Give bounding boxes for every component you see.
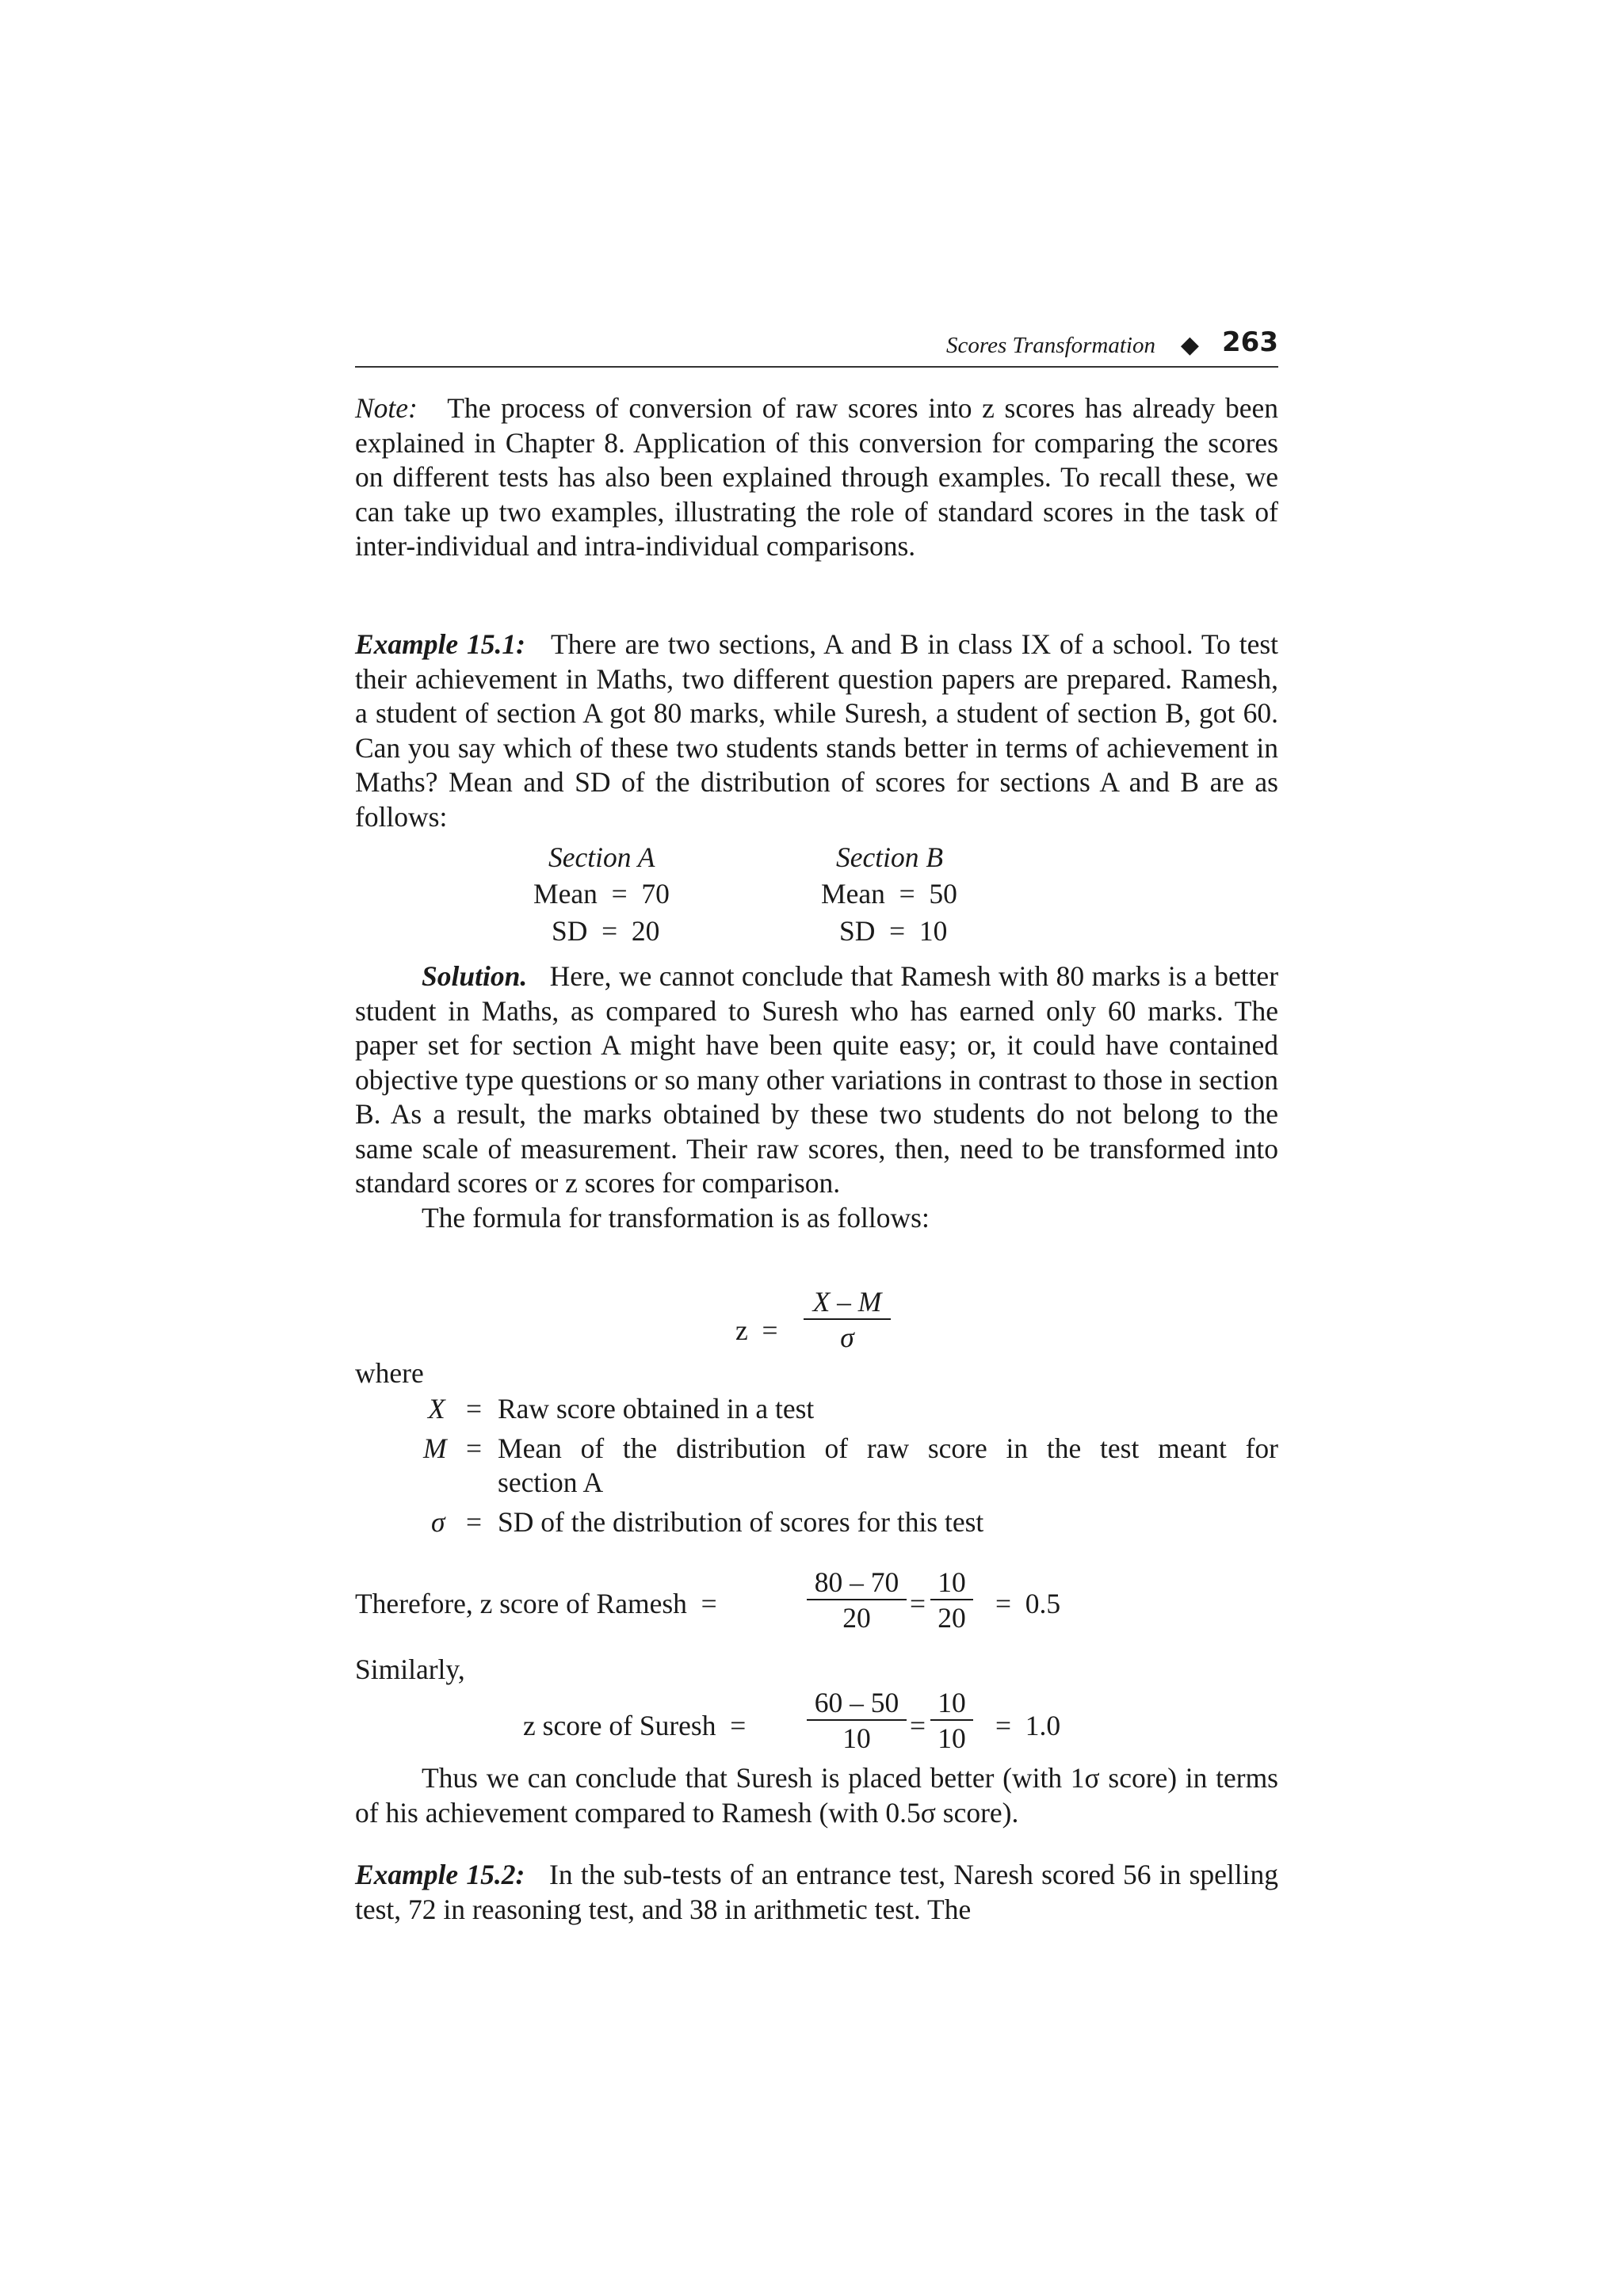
note-paragraph	[355, 391, 1278, 564]
ramesh-frac2-den: 20	[938, 1602, 966, 1634]
formula-denominator: σ	[840, 1322, 854, 1353]
running-header	[355, 326, 1278, 368]
note-text: The process of conversion of raw scores into z scores has already been explained in Chapter 8. Application of this conversion for comparing the scores on different tests has also been explained through examples. To recall these, we can take up two examples, illustrating the role of standard scores in the task of inter-individual and intra-individual comparisons.	[355, 392, 1279, 562]
section-b-mean: Mean = 50	[821, 878, 957, 910]
solution-paragraph	[355, 959, 1278, 1235]
suresh-frac1-den: 10	[842, 1722, 871, 1754]
example-1-label: Example 15.1:	[355, 628, 525, 660]
symbol-x: X	[428, 1393, 445, 1425]
suresh-result: = 1.0	[995, 1710, 1061, 1741]
symbol-m: M	[423, 1432, 447, 1464]
diamond-icon: ◆	[1180, 332, 1199, 358]
example-15-1	[355, 627, 1278, 834]
formula-fraction	[804, 1285, 891, 1355]
suresh-frac2-den: 10	[938, 1722, 966, 1754]
formula-lhs: z =	[735, 1314, 778, 1346]
formula-numerator: X – M	[804, 1285, 891, 1320]
suresh-eq-mid: =	[910, 1710, 926, 1741]
conclusion-paragraph	[355, 1761, 1278, 1830]
ramesh-frac2-num: 10	[930, 1566, 973, 1600]
suresh-fraction-2	[930, 1686, 973, 1756]
section-a-sd: SD = 20	[552, 915, 660, 947]
example-1-text: There are two sections, A and B in class IX of a school. To test their achievement in Maths, two different question papers are prepared. Ramesh, a student of section A got 80 marks, while Suresh, a student of section B, got 60. Can you say which of these two students stands better in terms of achievement in Maths? Mean and SD of the distribution of scores for sections A and B are as follows:	[355, 628, 1279, 833]
example-15-2	[355, 1858, 1278, 1927]
example-2-text: In the sub-tests of an entrance test, Naresh scored 56 in spelling test, 72 in reasoning test, and 38 in arithmetic test. The	[355, 1859, 1278, 1925]
definition-m-text: Mean of the distribution of raw score in the test meant for	[498, 1432, 1278, 1464]
example-2-label: Example 15.2:	[355, 1859, 525, 1890]
section-a-mean: Mean = 70	[533, 878, 670, 910]
suresh-label: z score of Suresh =	[523, 1710, 747, 1741]
ramesh-fraction-2	[930, 1566, 973, 1635]
ramesh-frac1-num: 80 – 70	[807, 1566, 907, 1600]
running-title: Scores Transformation	[946, 333, 1155, 358]
eq-sign: =	[466, 1506, 483, 1538]
section-b-sd: SD = 10	[839, 915, 948, 947]
section-b-heading: Section B	[836, 841, 944, 873]
definition-m-text-cont: section A	[498, 1466, 604, 1498]
eq-sign: =	[466, 1432, 483, 1464]
ramesh-result: = 0.5	[995, 1588, 1061, 1619]
ramesh-label: Therefore, z score of Ramesh =	[355, 1588, 717, 1619]
eq-sign: =	[466, 1393, 483, 1425]
suresh-fraction-1	[807, 1686, 907, 1756]
similarly-label: Similarly,	[355, 1653, 465, 1685]
page-number: 263	[1222, 326, 1278, 358]
definition-x-text: Raw score obtained in a test	[498, 1393, 815, 1425]
formula-intro: The formula for transformation is as follows:	[422, 1201, 930, 1234]
section-a-heading: Section A	[548, 841, 655, 873]
suresh-frac1-num: 60 – 50	[807, 1686, 907, 1721]
where-label: where	[355, 1357, 424, 1389]
ramesh-fraction-1	[807, 1566, 907, 1635]
solution-label: Solution.	[422, 960, 528, 992]
solution-text: Here, we cannot conclude that Ramesh with 80 marks is a better student in Maths, as compared to Suresh who has earned only 60 marks. The paper set for section A might have been quite easy; or, it could have contained objective type questions or so many other variations in contrast to those in section B. As a result, the marks obtained by these two students do not belong to the same scale of measurement. Their raw scores, then, need to be transformed into standard scores or z scores for comparison.	[355, 960, 1279, 1199]
conclusion-text: Thus we can conclude that Suresh is placed better (with 1σ score) in terms of his achievement compared to Ramesh (with 0.5σ score).	[355, 1762, 1278, 1829]
ramesh-eq-mid: =	[910, 1588, 926, 1619]
note-label: Note:	[355, 392, 418, 424]
symbol-sigma: σ	[431, 1506, 445, 1538]
suresh-frac2-num: 10	[930, 1686, 973, 1721]
definition-sigma-text: SD of the distribution of scores for this test	[498, 1506, 984, 1538]
ramesh-frac1-den: 20	[842, 1602, 871, 1634]
